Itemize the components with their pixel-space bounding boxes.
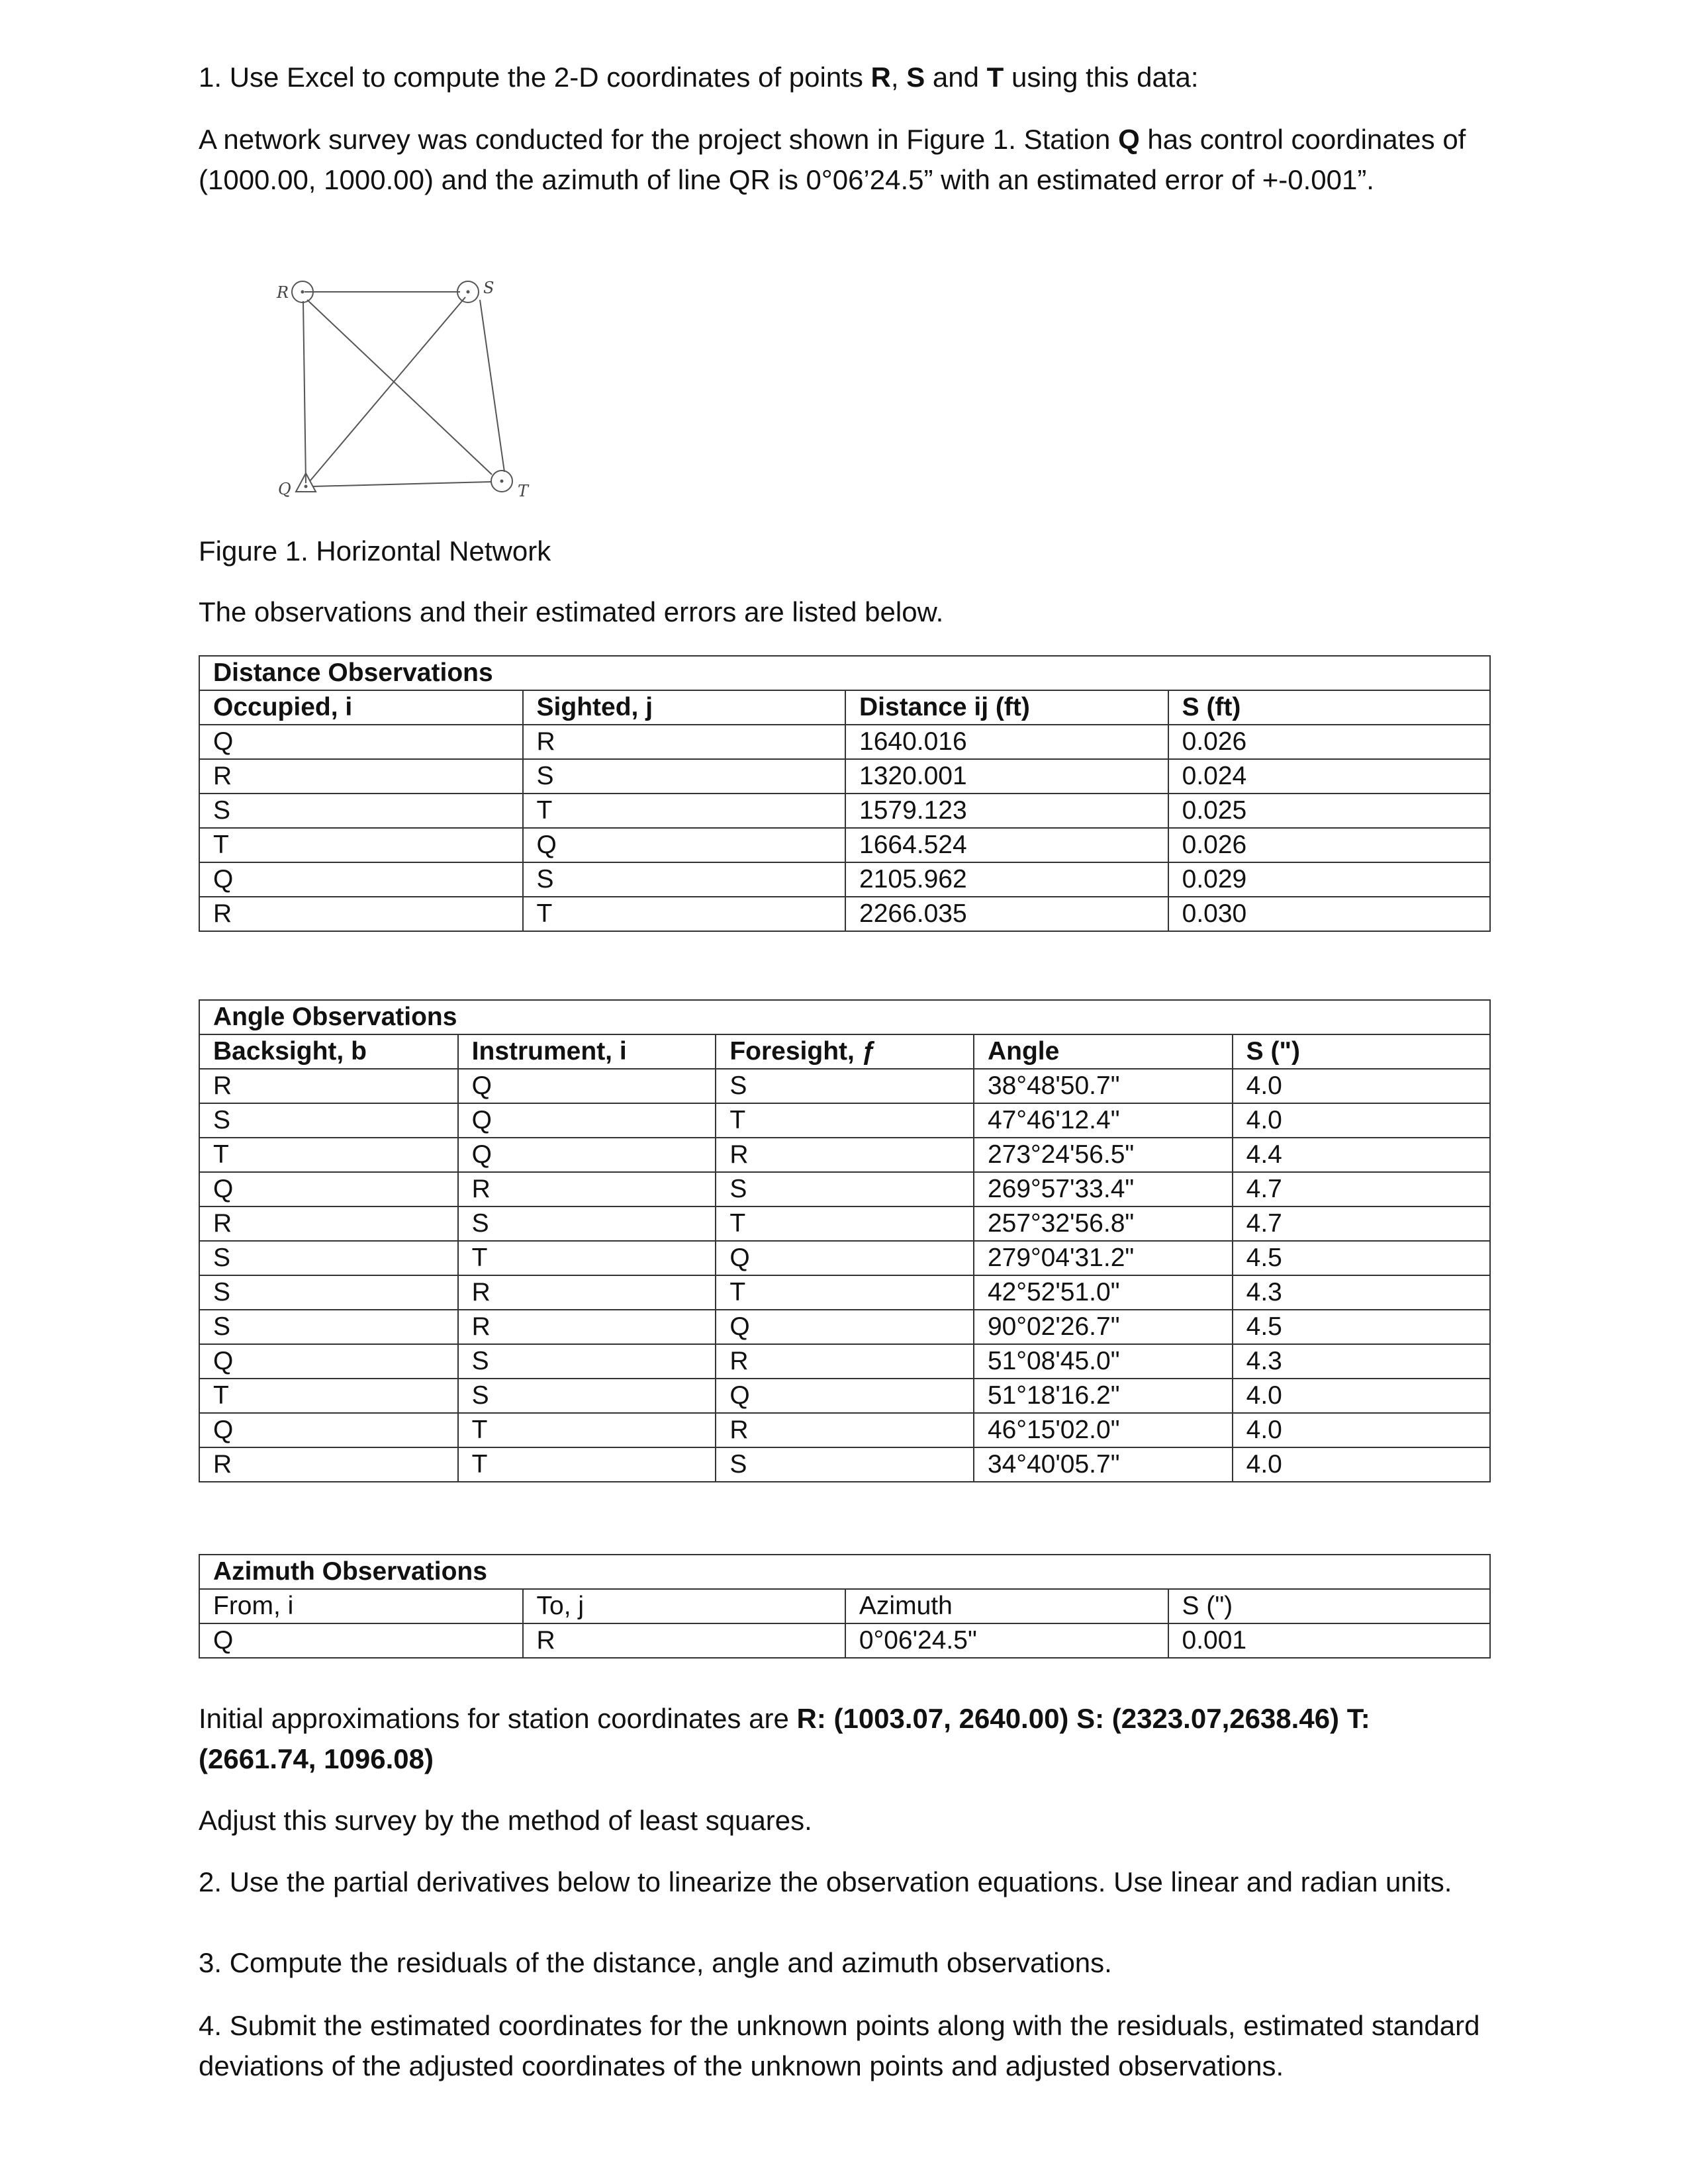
line-s-t — [480, 300, 504, 472]
table-cell: R — [199, 1206, 458, 1241]
table-cell: 90°02'26.7" — [974, 1310, 1233, 1344]
table-row — [199, 1623, 1490, 1658]
azimuth-observations-table — [199, 1554, 1491, 1659]
table-cell: T — [523, 897, 845, 931]
table-cell: 34°40'05.7" — [974, 1447, 1233, 1482]
table-cell: S — [199, 1310, 458, 1344]
table-cell: 42°52'51.0" — [974, 1275, 1233, 1310]
table-cell: Q — [199, 725, 523, 759]
table-cell: S — [199, 1103, 458, 1138]
table-cell: S — [458, 1379, 716, 1413]
label-t: T — [518, 482, 529, 500]
table-title: Distance Observations — [199, 656, 1490, 690]
table-cell: 2266.035 — [845, 897, 1168, 931]
line-q-t — [312, 482, 491, 486]
table-cell: 46°15'02.0" — [974, 1413, 1233, 1447]
table-cell: 4.7 — [1233, 1206, 1490, 1241]
table-cell: T — [199, 1379, 458, 1413]
table-cell: 47°46'12.4" — [974, 1103, 1233, 1138]
table-cell: Q — [716, 1379, 974, 1413]
table-row — [199, 862, 1490, 897]
table-cell: 4.3 — [1233, 1275, 1490, 1310]
column-header: Sighted, j — [523, 690, 845, 725]
table-cell: S — [199, 794, 523, 828]
table-cell: Q — [199, 1344, 458, 1379]
table-cell: 0.030 — [1168, 897, 1490, 931]
column-header: S (") — [1233, 1034, 1490, 1069]
table-cell: 51°18'16.2" — [974, 1379, 1233, 1413]
table-cell: 0.026 — [1168, 725, 1490, 759]
table-cell: S — [199, 1241, 458, 1275]
intro-paragraph: A network survey was conducted for the project shown in Figure 1. Station Q has control coordinates of (1000.00, 1000.00) and the azimuth of line QR is 0°06’24.5” with an estimated error of +-0.001”. — [199, 124, 1466, 195]
table-row — [199, 1206, 1490, 1241]
table-cell: 2105.962 — [845, 862, 1168, 897]
figure-caption: Figure 1. Horizontal Network — [199, 535, 551, 567]
initial-approximations: Initial approximations for station coordinates are R: (1003.07, 2640.00) S: (2323.07,2638.46) T: (2661.74, 1096.08) — [199, 1703, 1370, 1774]
question-1: 1. Use Excel to compute the 2-D coordinates of points R, S and T using this data: — [199, 62, 1199, 93]
table-cell: 273°24'56.5" — [974, 1138, 1233, 1172]
table-row — [199, 1275, 1490, 1310]
observations-intro: The observations and their estimated errors are listed below. — [199, 596, 944, 627]
table-row — [199, 1069, 1490, 1103]
table-cell: R — [199, 759, 523, 794]
table-cell: R — [199, 1447, 458, 1482]
table-row — [199, 1172, 1490, 1206]
table-row — [199, 1413, 1490, 1447]
table-cell: R — [716, 1413, 974, 1447]
table-cell: 1320.001 — [845, 759, 1168, 794]
table-cell: Q — [199, 862, 523, 897]
table-row — [199, 1379, 1490, 1413]
table-cell: 0.025 — [1168, 794, 1490, 828]
table-cell: 0.024 — [1168, 759, 1490, 794]
table-cell: R — [458, 1310, 716, 1344]
table-cell: Q — [458, 1069, 716, 1103]
table-cell: R — [523, 725, 845, 759]
table-cell: T — [716, 1275, 974, 1310]
table-cell: 257°32'56.8" — [974, 1206, 1233, 1241]
table-cell: 0.026 — [1168, 828, 1490, 862]
table-cell: 4.0 — [1233, 1447, 1490, 1482]
line-r-q — [303, 301, 306, 483]
table-cell: 1664.524 — [845, 828, 1168, 862]
column-header: Distance ij (ft) — [845, 690, 1168, 725]
table-row — [199, 1103, 1490, 1138]
table-cell: R — [523, 1623, 845, 1658]
table-cell: 4.0 — [1233, 1413, 1490, 1447]
table-cell: Q — [523, 828, 845, 862]
line-r-t — [307, 300, 492, 475]
column-header: S (") — [1168, 1589, 1491, 1623]
table-cell: S — [716, 1172, 974, 1206]
table-cell: T — [458, 1447, 716, 1482]
table-cell: R — [716, 1138, 974, 1172]
column-header: Backsight, b — [199, 1034, 458, 1069]
table-cell: S — [523, 759, 845, 794]
distance-observations-table — [199, 655, 1491, 932]
table-row — [199, 794, 1490, 828]
table-cell: Q — [199, 1623, 523, 1658]
table-row — [199, 1138, 1490, 1172]
adjust-instruction: Adjust this survey by the method of least squares. — [199, 1805, 812, 1836]
table-title: Angle Observations — [199, 1000, 1490, 1034]
table-cell: 0.029 — [1168, 862, 1490, 897]
table-cell: 4.0 — [1233, 1069, 1490, 1103]
table-cell: T — [458, 1241, 716, 1275]
table-cell: S — [716, 1069, 974, 1103]
table-row — [199, 828, 1490, 862]
label-q: Q — [278, 480, 291, 498]
table-cell: T — [716, 1103, 974, 1138]
column-header: Occupied, i — [199, 690, 523, 725]
table-cell: Q — [199, 1172, 458, 1206]
table-cell: T — [199, 828, 523, 862]
table-cell: 269°57'33.4" — [974, 1172, 1233, 1206]
table-cell: Q — [458, 1103, 716, 1138]
table-cell: Q — [458, 1138, 716, 1172]
table-title: Azimuth Observations — [199, 1555, 1490, 1589]
angle-observations-table — [199, 999, 1491, 1482]
column-header: To, j — [523, 1589, 845, 1623]
column-header: Instrument, i — [458, 1034, 716, 1069]
column-header: Azimuth — [845, 1589, 1168, 1623]
table-cell: T — [523, 794, 845, 828]
table-cell: Q — [716, 1310, 974, 1344]
table-cell: T — [716, 1206, 974, 1241]
question-3: 3. Compute the residuals of the distance, angle and azimuth observations. — [199, 1947, 1112, 1978]
table-cell: 51°08'45.0" — [974, 1344, 1233, 1379]
table-row — [199, 1447, 1490, 1482]
label-r: R — [277, 283, 289, 302]
table-row — [199, 759, 1490, 794]
table-cell: S — [199, 1275, 458, 1310]
table-cell: R — [458, 1275, 716, 1310]
table-row — [199, 897, 1490, 931]
column-header: From, i — [199, 1589, 523, 1623]
table-cell: 279°04'31.2" — [974, 1241, 1233, 1275]
table-cell: 4.5 — [1233, 1241, 1490, 1275]
table-cell: T — [458, 1413, 716, 1447]
table-cell: 1640.016 — [845, 725, 1168, 759]
table-row — [199, 1344, 1490, 1379]
table-cell: 38°48'50.7" — [974, 1069, 1233, 1103]
table-row — [199, 1310, 1490, 1344]
table-cell: S — [458, 1206, 716, 1241]
table-row — [199, 725, 1490, 759]
table-cell: 0.001 — [1168, 1623, 1491, 1658]
table-cell: R — [458, 1172, 716, 1206]
table-cell: Q — [199, 1413, 458, 1447]
question-4: 4. Submit the estimated coordinates for the unknown points along with the residuals, estimated standard deviations of the adjusted coordinates of the unknown points and adjusted observations. — [199, 2010, 1480, 2081]
question-2: 2. Use the partial derivatives below to linearize the observation equations. Use linear and radian units. — [199, 1866, 1452, 1897]
table-cell: S — [716, 1447, 974, 1482]
table-cell: 4.0 — [1233, 1103, 1490, 1138]
horizontal-network-figure — [232, 268, 708, 520]
table-cell: 4.0 — [1233, 1379, 1490, 1413]
label-s: S — [483, 279, 494, 297]
table-cell: S — [458, 1344, 716, 1379]
table-cell: R — [199, 1069, 458, 1103]
column-header: Foresight, ƒ — [716, 1034, 974, 1069]
table-cell: 0°06'24.5" — [845, 1623, 1168, 1658]
table-cell: 4.7 — [1233, 1172, 1490, 1206]
column-header: S (ft) — [1168, 690, 1490, 725]
table-row — [199, 1241, 1490, 1275]
table-cell: Q — [716, 1241, 974, 1275]
table-cell: 1579.123 — [845, 794, 1168, 828]
table-cell: 4.5 — [1233, 1310, 1490, 1344]
table-cell: R — [716, 1344, 974, 1379]
table-cell: T — [199, 1138, 458, 1172]
table-cell: 4.4 — [1233, 1138, 1490, 1172]
table-cell: S — [523, 862, 845, 897]
column-header: Angle — [974, 1034, 1233, 1069]
table-cell: 4.3 — [1233, 1344, 1490, 1379]
table-cell: R — [199, 897, 523, 931]
